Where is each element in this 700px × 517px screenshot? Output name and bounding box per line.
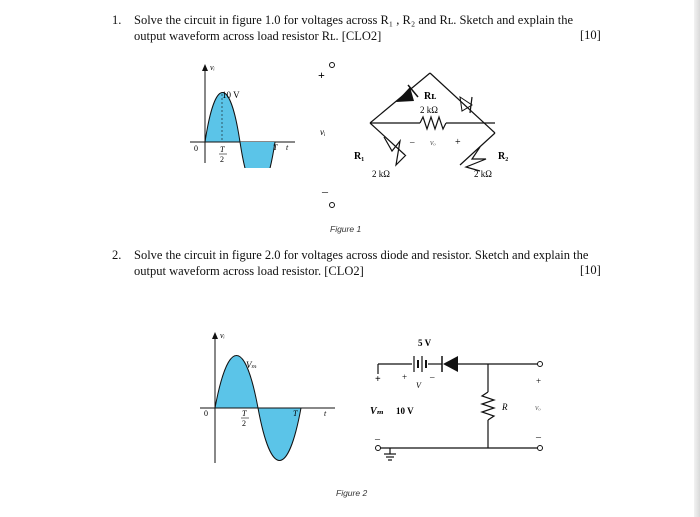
question-2-line-2: output waveform across load resistor. [CLO2]	[134, 264, 364, 278]
fig2-r-label: R	[502, 402, 508, 412]
figure-2-waveform	[190, 328, 340, 468]
fig2-wave-peak: Vₘ	[246, 360, 258, 370]
fig1-input-label: vᵢ	[320, 127, 326, 137]
figure-2-circuit	[360, 330, 560, 470]
fig2-wave-axis-label: vᵢ	[220, 331, 225, 340]
fig1-wave-period: T	[273, 143, 278, 152]
fig1-wave-time: t	[286, 143, 289, 152]
question-1-line-2: output waveform across load resistor Rʟ. [CLO2]	[134, 29, 382, 43]
fig2-wave-half-den: 2	[242, 419, 246, 428]
fig2-vm-label: Vₘ	[370, 406, 384, 417]
fig1-input-minus: –	[322, 184, 328, 198]
fig1-rl-value: 2 kΩ	[420, 105, 438, 115]
fig2-out-minus: –	[536, 432, 541, 443]
fig1-wave-axis-label: vᵢ	[210, 63, 215, 72]
figure-1-waveform	[170, 58, 300, 168]
fig2-vm-value: 10 V	[396, 406, 414, 416]
question-2-line-1: Solve the circuit in figure 2.0 for voltages across diode and resistor. Sketch and explain the	[134, 248, 589, 262]
question-1-line-1: Solve the circuit in figure 1.0 for voltages across R₁ , R₂ and Rʟ. Sketch and explain the	[134, 13, 573, 27]
question-2	[112, 247, 612, 281]
fig2-in-minus: –	[375, 434, 380, 445]
fig1-r2-value: 2 kΩ	[474, 169, 492, 179]
question-2-marks: [10]	[580, 263, 601, 277]
fig1-vo-minus: –	[410, 137, 415, 147]
question-1	[112, 12, 612, 46]
fig1-vo-plus: +	[455, 137, 461, 148]
fig1-r1-name: R₁	[354, 151, 365, 162]
fig1-r2-name: R₂	[498, 151, 509, 162]
fig2-wave-period: T	[293, 409, 298, 418]
figure-2-caption: Figure 2	[336, 488, 368, 498]
question-2-number: 2.	[112, 248, 122, 262]
question-1-number: 1.	[112, 13, 122, 27]
fig2-plus-1: +	[375, 374, 381, 385]
fig1-input-plus: +	[318, 68, 325, 82]
page-edge-shadow	[694, 0, 700, 517]
fig2-out-label: vₒ	[535, 403, 541, 412]
fig2-wave-origin: 0	[204, 409, 208, 418]
fig2-out-plus: +	[536, 376, 542, 386]
fig2-wave-half-num: T	[242, 409, 247, 418]
fig1-wave-peak: 10 V	[222, 90, 240, 100]
fig2-wave-time: t	[324, 409, 327, 418]
fig1-wave-origin: 0	[194, 144, 198, 153]
figure-1-caption: Figure 1	[330, 224, 362, 234]
fig1-wave-half-den: 2	[220, 155, 224, 164]
fig2-minus-1: –	[430, 372, 435, 382]
fig1-r1-value: 2 kΩ	[372, 169, 390, 179]
fig1-rl-name: Rʟ	[424, 91, 437, 102]
fig2-v-label: V	[416, 381, 421, 390]
fig2-plus-2: +	[402, 372, 408, 382]
fig1-wave-half-num: T	[220, 145, 225, 154]
figure-1-circuit	[310, 55, 530, 215]
fig2-battery-label: 5 V	[418, 338, 432, 348]
fig1-vo-label: vₒ	[430, 138, 436, 147]
question-1-marks: [10]	[580, 28, 601, 42]
